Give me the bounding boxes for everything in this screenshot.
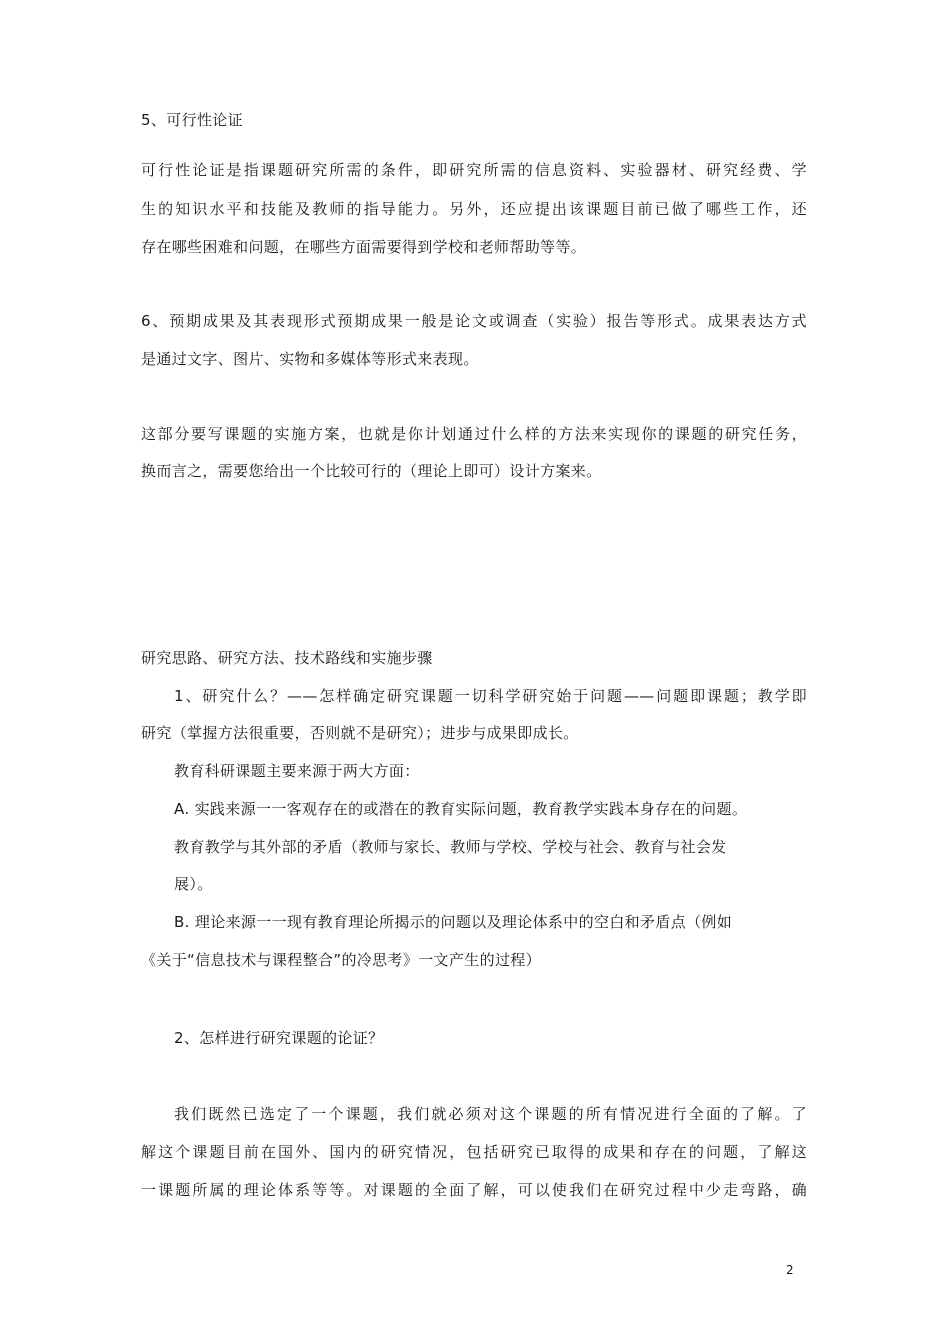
source-a-line-1: A. 实践来源一一客观存在的或潜在的教育实际问题，教育教学实践本身存在的问题。 — [174, 800, 748, 818]
research-item-2-line-1: 我们既然已选定了一个课题，我们就必须对这个课题的所有情况进行全面的了解。了 — [174, 1105, 807, 1123]
research-item-2-line-3: 一课题所属的理论体系等等。对课题的全面了解，可以使我们在研究过程中少走弯路，确 — [141, 1181, 807, 1199]
research-item-2-line-2: 解这个课题目前在国外、国内的研究情况，包括研究已取得的成果和存在的问题，了解这 — [141, 1143, 807, 1161]
research-item-1-line-2: 研究（掌握方法很重要，否则就不是研究）；进步与成果即成长。 — [141, 724, 579, 742]
research-heading: 研究思路、研究方法、技术路线和实施步骤 — [141, 649, 433, 667]
source-b-line-1: B. 理论来源一一现有教育理论所揭示的问题以及理论体系中的空白和矛盾点（例如 — [174, 913, 733, 931]
section-6-line-2: 是通过文字、图片、实物和多媒体等形式来表现。 — [141, 350, 479, 368]
source-a-line-2: 教育教学与其外部的矛盾（教师与家长、教师与学校、学校与社会、教育与社会发 — [174, 838, 727, 856]
section-6-line-1: 6、预期成果及其表现形式预期成果一般是论文或调查（实验）报告等形式。成果表达方式 — [141, 312, 807, 330]
implementation-line-2: 换而言之，需要您给出一个比较可行的（理论上即可）设计方案来。 — [141, 462, 602, 480]
section-5-line-1: 可行性论证是指课题研究所需的条件，即研究所需的信息资料、实验器材、研究经费、学 — [141, 161, 807, 179]
section-5-line-3: 存在哪些困难和问题，在哪些方面需要得到学校和老师帮助等等。 — [141, 238, 587, 256]
page-number: 2 — [786, 1263, 794, 1277]
research-item-1-line-1: 1、研究什么？——怎样确定研究课题一切科学研究始于问题——问题即课题；教学即 — [174, 687, 807, 705]
source-a-line-3: 展）。 — [174, 875, 213, 893]
implementation-line-1: 这部分要写课题的实施方案，也就是你计划通过什么样的方法来实现你的课题的研究任务， — [141, 425, 807, 443]
research-sources-intro: 教育科研课题主要来源于两大方面： — [174, 762, 420, 780]
section-5-heading: 5、可行性论证 — [141, 111, 243, 129]
research-item-2-heading: 2、怎样进行研究课题的论证？ — [174, 1029, 384, 1047]
source-b-line-2: 《关于“信息技术与课程整合”的冷思考》一文产生的过程） — [141, 951, 541, 969]
section-5-line-2: 生的知识水平和技能及教师的指导能力。另外，还应提出该课题目前已做了哪些工作，还 — [141, 200, 807, 218]
